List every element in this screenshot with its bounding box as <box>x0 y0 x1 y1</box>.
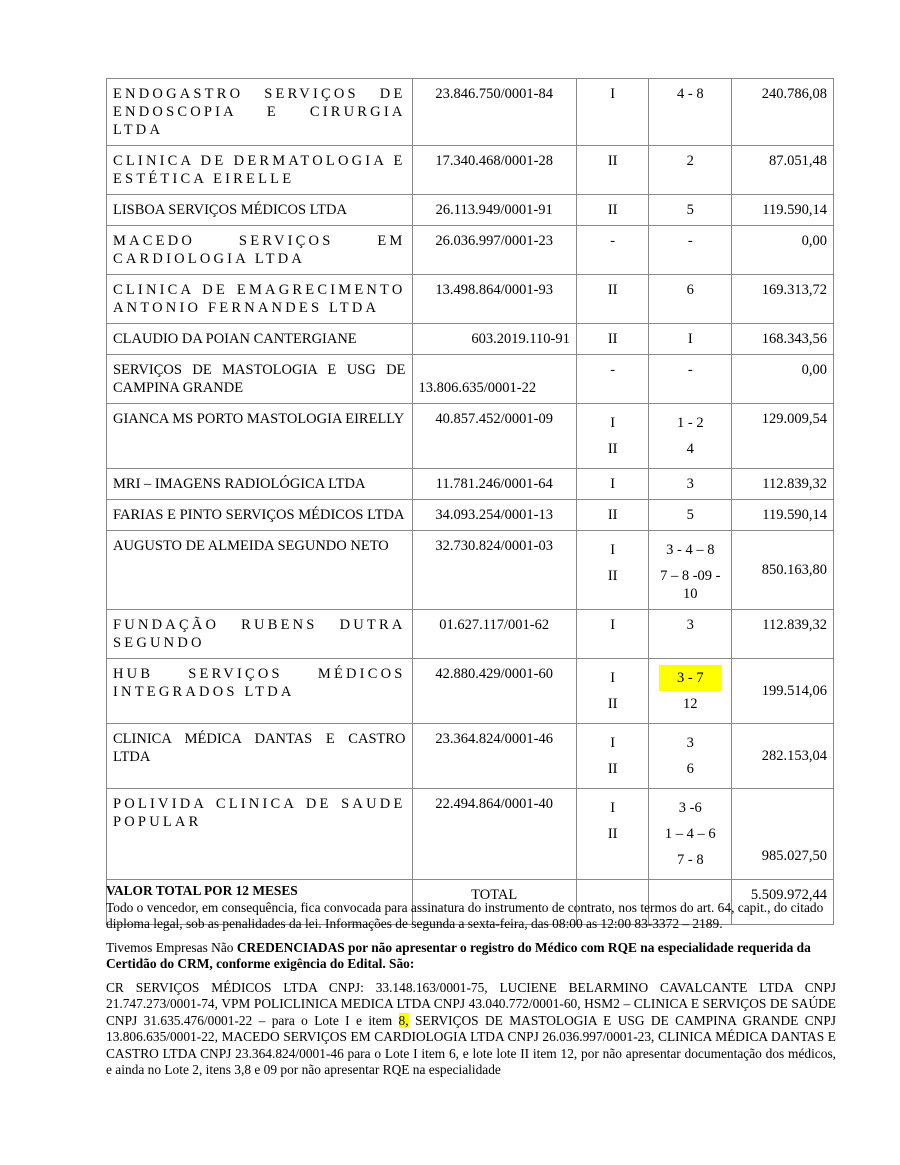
company-name: CLINICA DE DERMATOLOGIA E ESTÉTICA EIRELLE <box>107 146 413 195</box>
item-value: 3 <box>686 735 694 751</box>
company-name: AUGUSTO DE ALMEIDA SEGUNDO NETO <box>107 531 413 610</box>
item-value: 4 <box>686 441 694 457</box>
valor-cell: 199.514,06 <box>732 659 834 724</box>
table-row <box>107 610 834 659</box>
company-cnpj: 40.857.452/0001-09 <box>412 404 576 469</box>
lote-value: I <box>610 670 616 686</box>
company-name: HUB SERVIÇOS MÉDICOS INTEGRADOS LTDA <box>107 659 413 724</box>
table-row <box>107 789 834 880</box>
lote-cell <box>576 789 649 880</box>
item-value: 12 <box>683 696 698 712</box>
lote-value: I <box>610 415 616 431</box>
item-value: 1 - 2 <box>676 415 704 431</box>
item-cell: - <box>649 226 732 275</box>
body-text <box>106 883 836 1086</box>
valor-cell: 0,00 <box>732 226 834 275</box>
not-credentialed-paragraph <box>106 940 836 973</box>
item-value: 6 <box>686 761 694 777</box>
lote-value: II <box>607 761 618 777</box>
company-cnpj: 32.730.824/0001-03 <box>412 531 576 610</box>
lote-cell <box>576 659 649 724</box>
table-row <box>107 355 834 404</box>
company-cnpj: 23.364.824/0001-46 <box>412 724 576 789</box>
item-cell: 3 <box>649 610 732 659</box>
convocation-paragraph: Todo o vencedor, em consequência, fica convocada para assinatura do instrumento de contrato, nos termos do art. 64, capit., do citado diploma legal, sob as penalidades da lei. Informações de segunda a sexta-feira, das 08:00 as 12:00 83-3372 – 2189. <box>106 899 824 931</box>
company-cnpj: 23.846.750/0001-84 <box>412 79 576 146</box>
paragraph-bold: CREDENCIADAS por não apresentar o registro do Médico com RQE na especialidade requerida da Certidão do CRM, conforme exigência do Edital. São: <box>106 939 811 971</box>
item-cell: 6 <box>649 275 732 324</box>
item-cell: - <box>649 355 732 404</box>
table-row <box>107 724 834 789</box>
total-label: TOTAL <box>412 880 576 925</box>
lote-value: I <box>610 800 616 816</box>
item-cell: 2 <box>649 146 732 195</box>
lote-value: II <box>607 696 618 712</box>
lote-cell: I <box>576 469 649 500</box>
company-cnpj: 26.113.949/0001-91 <box>412 195 576 226</box>
company-cnpj: 34.093.254/0001-13 <box>412 500 576 531</box>
item-cell <box>649 404 732 469</box>
company-cnpj: 17.340.468/0001-28 <box>412 146 576 195</box>
valor-cell: 112.839,32 <box>732 610 834 659</box>
item-cell <box>649 789 732 880</box>
company-name: CLINICA MÉDICA DANTAS E CASTRO LTDA <box>107 724 413 789</box>
lote-cell: I <box>576 79 649 146</box>
valor-cell: 168.343,56 <box>732 324 834 355</box>
section-heading: VALOR TOTAL POR 12 MESES <box>106 883 298 898</box>
company-name: CLAUDIO DA POIAN CANTERGIANE <box>107 324 413 355</box>
table-row <box>107 500 834 531</box>
table-row <box>107 226 834 275</box>
lote-cell: II <box>576 195 649 226</box>
company-name: ENDOGASTRO SERVIÇOS DE ENDOSCOPIA E CIRURGIA LTDA <box>107 79 413 146</box>
item-cell: 3 <box>649 469 732 500</box>
valor-cell: 169.313,72 <box>732 275 834 324</box>
valor-cell: 119.590,14 <box>732 195 834 226</box>
company-cnpj: 13.498.864/0001-93 <box>412 275 576 324</box>
table-row <box>107 79 834 146</box>
paragraph-lead: Tivemos Empresas Não <box>106 939 237 955</box>
total-value: 5.509.972,44 <box>732 880 834 925</box>
highlighted-item-value: 3 - 7 <box>659 665 722 691</box>
results-table <box>106 78 834 925</box>
table-row <box>107 531 834 610</box>
lote-value: II <box>607 826 618 842</box>
company-name: POLIVIDA CLINICA DE SAUDE POPULAR <box>107 789 413 880</box>
table-row <box>107 275 834 324</box>
company-name: MRI – IMAGENS RADIOLÓGICA LTDA <box>107 469 413 500</box>
item-value: 3 -6 <box>678 800 702 816</box>
company-cnpj: 26.036.997/0001-23 <box>412 226 576 275</box>
valor-cell: 0,00 <box>732 355 834 404</box>
lote-cell <box>576 531 649 610</box>
table-row <box>107 469 834 500</box>
valor-cell: 129.009,54 <box>732 404 834 469</box>
company-name: CLINICA DE EMAGRECIMENTO ANTONIO FERNANDES LTDA <box>107 275 413 324</box>
lote-cell: II <box>576 324 649 355</box>
valor-cell: 112.839,32 <box>732 469 834 500</box>
lote-value: I <box>610 542 616 558</box>
company-name: LISBOA SERVIÇOS MÉDICOS LTDA <box>107 195 413 226</box>
company-name: FARIAS E PINTO SERVIÇOS MÉDICOS LTDA <box>107 500 413 531</box>
valor-cell: 119.590,14 <box>732 500 834 531</box>
lote-value: II <box>607 441 618 457</box>
valor-cell: 240.786,08 <box>732 79 834 146</box>
lote-cell: - <box>576 355 649 404</box>
valor-cell: 985.027,50 <box>732 789 834 880</box>
company-cnpj: 22.494.864/0001-40 <box>412 789 576 880</box>
valor-cell: 87.051,48 <box>732 146 834 195</box>
paragraph-part: SERVIÇOS DE MASTOLOGIA E USG DE CAMPINA GRANDE CNPJ 13.806.635/0001-22, MACEDO SERVIÇOS EM CARDIOLOGIA LTDA CNPJ 26.036.997/0001-23, CLINICA MÉDICA DANTAS E CASTRO LTDA CNPJ 23.364.824/0001-46 para o Lote I item 6, e lote lote II item 12, por não apresentar documentação dos médicos, e ainda no Lote 2, itens 3,8 e 09 por não apresentar RQE na especialidade <box>106 1012 836 1077</box>
valor-cell: 282.153,04 <box>732 724 834 789</box>
lote-value: II <box>607 568 618 584</box>
item-value: 7 – 8 -09 - 10 <box>660 568 721 602</box>
company-name: GIANCA MS PORTO MASTOLOGIA EIRELLY <box>107 404 413 469</box>
table-row <box>107 404 834 469</box>
lote-cell: II <box>576 275 649 324</box>
lote-cell: II <box>576 500 649 531</box>
company-cnpj: 13.806.635/0001-22 <box>412 355 576 404</box>
company-name: FUNDAÇÃO RUBENS DUTRA SEGUNDO <box>107 610 413 659</box>
table-row <box>107 324 834 355</box>
lote-cell <box>576 404 649 469</box>
company-cnpj: 11.781.246/0001-64 <box>412 469 576 500</box>
company-name: SERVIÇOS DE MASTOLOGIA E USG DE CAMPINA GRANDE <box>107 355 413 404</box>
item-cell: I <box>649 324 732 355</box>
item-cell: 5 <box>649 195 732 226</box>
company-name: MACEDO SERVIÇOS EM CARDIOLOGIA LTDA <box>107 226 413 275</box>
lote-cell <box>576 724 649 789</box>
item-cell <box>649 659 732 724</box>
companies-paragraph <box>106 980 836 1079</box>
company-cnpj: 603.2019.110-91 <box>412 324 576 355</box>
item-cell: 5 <box>649 500 732 531</box>
item-value: 3 - 4 – 8 <box>666 542 715 558</box>
company-cnpj: 01.627.117/001-62 <box>412 610 576 659</box>
table-row <box>107 146 834 195</box>
item-value: 1 – 4 – 6 <box>664 826 716 842</box>
item-cell <box>649 531 732 610</box>
table-row <box>107 659 834 724</box>
item-value: 7 - 8 <box>676 852 704 868</box>
paragraph-part: CR SERVIÇOS MÉDICOS LTDA CNPJ: 33.148.163/0001-75, LUCIENE BELARMINO CAVALCANTE LTDA CNPJ 21.747.273/0001-74, VPM POLICLINICA MEDICA LTDA CNPJ 43.040.772/0001-60, HSM2 – CLINICA E SERVIÇOS DE SAÚDE CNPJ 31.635.476/0001-22 – para o Lote I e item <box>106 979 836 1028</box>
lote-cell: I <box>576 610 649 659</box>
lote-cell: II <box>576 146 649 195</box>
lote-value: I <box>610 735 616 751</box>
item-cell <box>649 724 732 789</box>
lote-cell: - <box>576 226 649 275</box>
item-cell: 4 - 8 <box>649 79 732 146</box>
table-row <box>107 195 834 226</box>
valor-cell: 850.163,80 <box>732 531 834 610</box>
company-cnpj: 42.880.429/0001-60 <box>412 659 576 724</box>
highlighted-text: 8, <box>398 1012 409 1028</box>
